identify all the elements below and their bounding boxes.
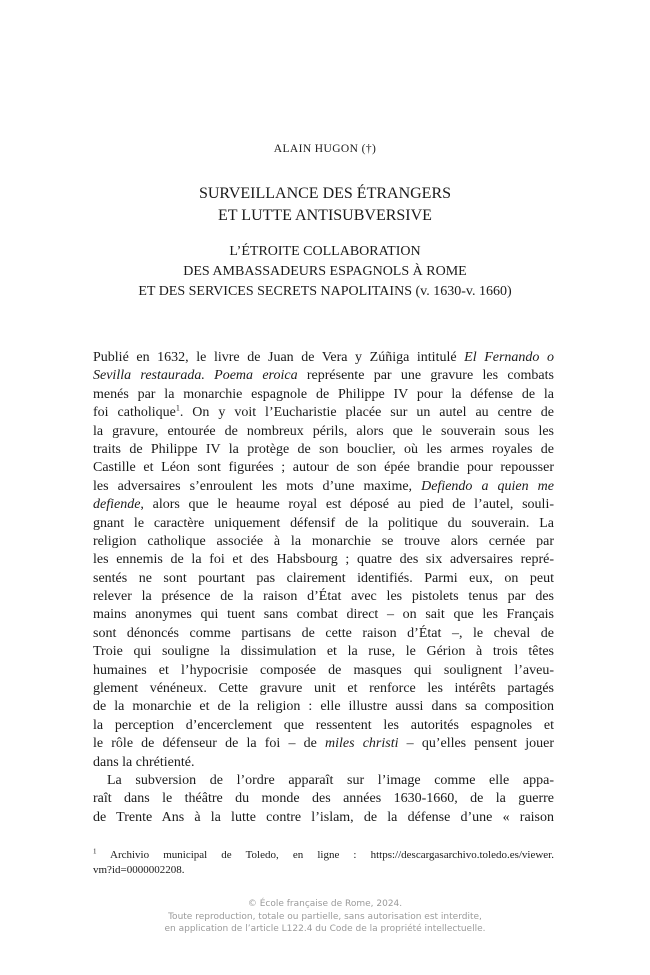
text-line: defiende, alors que le heaume royal est déposé au pied de l’autel, souli- — [93, 497, 554, 513]
text-line: les adversaires s’enroulent les mots d’une maxime, Defiendo a quien me — [93, 478, 555, 494]
text-line: foi catholique$^1$. On y voit l’Eucharistie placée sur un autel au centre de — [93, 403, 554, 421]
subtitle-line: L’ÉTROITE COLLABORATION — [229, 244, 421, 259]
text-line: de la monarchie et de la religion : elle illustre aussi dans sa composition — [93, 699, 554, 715]
footnote-line: vm?id=0000002208. — [93, 864, 185, 876]
footnote-number: 1 — [93, 847, 97, 856]
text-line: mains anonymes qui tuent sans combat direct – on sait que les Français — [93, 607, 554, 623]
text-line: raît dans le théâtre du monde des années 1630-1660, de la guerre — [93, 791, 554, 807]
text-line: sentés ne sont pourtant pas clairement identifiés. Parmi eux, on peut — [93, 570, 554, 586]
text-line: Publié en 1632, le livre de Juan de Vera y Zúñiga intitulé El Fernando o — [93, 350, 554, 365]
footnote — [93, 848, 554, 878]
text-line: religion catholique associée à la monarchie se trouve alors cernée par — [93, 533, 554, 549]
copyright-line: en application de l’article L122.4 du Code de la propriété intellectuelle. — [164, 924, 486, 934]
text-line: la gravure, entourée de nombreux périls, alors que le souverain sous les — [93, 423, 554, 439]
text-line: la perception d’encerclement que ressentent les autorités espagnoles et — [93, 717, 554, 733]
author-name: ALAIN HUGON (†) — [273, 143, 377, 155]
text-line: les ennemis de la foi et des Habsbourg ; quatre des six adversaires repré- — [93, 552, 554, 568]
subtitle-line: ET DES SERVICES SECRETS NAPOLITAINS (v. 1630-v. 1660) — [138, 284, 512, 299]
copyright-line: © École française de Rome, 2024. — [247, 899, 403, 909]
copyright-line: Toute reproduction, totale ou partielle, sans autorisation est interdite, — [168, 911, 482, 922]
footnote-line: $^1$ Archivio municipal de Toledo, en ligne : https://descargasarchivo.toledo.es/viewer. — [93, 847, 554, 861]
text-line: traits de Philippe IV la protège de son bouclier, où les armes royales de — [93, 441, 554, 457]
text-line: Troie qui souligne la dissimulation et la ruse, le Gérion à trois têtes — [93, 644, 554, 660]
subtitle-line: DES AMBASSADEURS ESPAGNOLS À ROME — [183, 264, 467, 279]
title-line: ET LUTTE ANTISUBVERSIVE — [218, 207, 432, 224]
text-line: dans la chrétienté. — [93, 754, 195, 770]
text-line: menés par la monarchie espagnole de Philippe IV pour la défense de la — [93, 386, 554, 402]
text-line: humaines et l’hypocrisie composée de masques qui soulignent l’aveu- — [93, 662, 554, 678]
text-line: relever la présence de la raison d’État avec les pistolets tenus par des — [93, 589, 554, 605]
body-text — [93, 349, 554, 827]
text-line: sont dénoncés comme partisans de cette raison d’État –, le cheval de — [93, 625, 554, 641]
text-line: La subversion de l’ordre apparaît sur l’image comme elle appa- — [107, 772, 554, 788]
text-line: le rôle de défenseur de la foi – de miles christi – qu’elles pensent jouer — [93, 736, 554, 752]
text-line: Sevilla restaurada. Poema eroica représente par une gravure les combats — [93, 368, 554, 384]
text-line: gnant le caractère uniquement défensif de la politique du souverain. La — [93, 515, 554, 531]
text-line: Castille et Léon sont figurées ; autour de son épée brandie pour repousser — [93, 460, 554, 476]
copyright-notice — [0, 898, 650, 936]
footnote-reference[interactable]: 1 — [175, 403, 180, 413]
text-line: glement vénéneux. Cette gravure unit et renforce les intérêts partagés — [93, 681, 554, 697]
article-title — [0, 183, 650, 227]
title-line: SURVEILLANCE DES ÉTRANGERS — [198, 185, 452, 202]
article-subtitle — [0, 242, 650, 302]
text-line: de Trente Ans à la lutte contre l’islam, de la défense d’une « raison — [93, 809, 554, 825]
